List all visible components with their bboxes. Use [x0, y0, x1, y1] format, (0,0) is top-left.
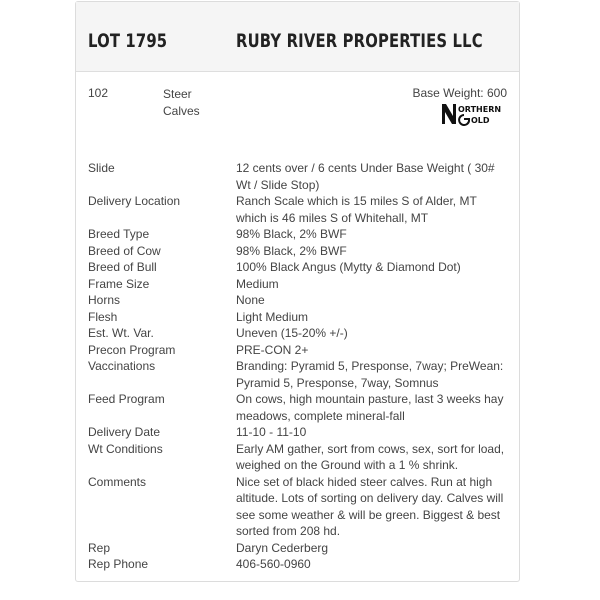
detail-row — [76, 424, 519, 441]
card-header — [76, 2, 519, 72]
detail-value: 12 cents over / 6 cents Under Base Weight ( 30# Wt / Slide Stop) — [236, 161, 495, 192]
detail-row — [76, 556, 519, 573]
svg-text:ORTHERN: ORTHERN — [458, 105, 502, 114]
detail-value: Light Medium — [236, 309, 309, 324]
sex-line-2: Calves — [163, 104, 200, 118]
svg-text:OLD: OLD — [471, 116, 490, 125]
detail-row — [76, 292, 519, 309]
detail-row — [76, 193, 519, 226]
detail-row — [76, 391, 519, 424]
detail-row — [76, 441, 519, 474]
lot-number: LOT 1795 — [88, 30, 168, 52]
detail-row — [76, 325, 519, 342]
detail-label: Delivery Location — [88, 194, 181, 208]
northern-gold-logo — [440, 102, 510, 126]
detail-value: Ranch Scale which is 15 miles S of Alder, MT which is 46 miles S of Whitehall, MT — [236, 194, 477, 225]
detail-label: Breed Type — [88, 227, 150, 241]
detail-label: Vaccinations — [88, 359, 156, 373]
detail-value: 11-10 - 11-10 — [236, 425, 307, 439]
detail-row — [76, 358, 519, 391]
base-weight: Base Weight: 600 — [412, 86, 507, 100]
detail-label: Frame Size — [88, 276, 150, 291]
detail-value: Uneven (15-20% +/-) — [236, 326, 348, 340]
detail-row — [76, 160, 519, 193]
detail-label: Rep — [88, 540, 111, 555]
detail-row — [76, 309, 519, 326]
detail-value: PRE-CON 2+ — [236, 342, 309, 357]
detail-label: Wt Conditions — [88, 441, 163, 456]
detail-label: Flesh — [88, 309, 118, 324]
detail-value: Daryn Cederberg — [236, 540, 329, 555]
detail-value: Early AM gather, sort from cows, sex, sort for load, weighed on the Ground with a 1 % shrink. — [236, 441, 505, 472]
detail-value: Nice set of black hided steer calves. Run at high altitude. Lots of sorting on delivery day. Calves will see some weather & will be green. Biggest & best sorted from 208 hd. — [236, 474, 504, 538]
sex-line-1: Steer — [163, 87, 192, 101]
detail-label: Comments — [88, 474, 147, 489]
detail-row — [76, 474, 519, 540]
head-count: 102 — [88, 86, 109, 100]
detail-row — [76, 540, 519, 557]
detail-value: Medium — [236, 276, 279, 291]
detail-label: Rep Phone — [88, 557, 149, 571]
detail-value: 98% Black, 2% BWF — [236, 227, 347, 241]
detail-value: 406-560-0960 — [236, 557, 311, 571]
detail-label: Est. Wt. Var. — [88, 326, 154, 340]
detail-label: Feed Program — [88, 392, 165, 406]
detail-row — [76, 259, 519, 276]
detail-row — [76, 276, 519, 293]
detail-value: Branding: Pyramid 5, Presponse, 7way; PreWean: Pyramid 5, Presponse, 7way, Somnus — [236, 359, 504, 390]
detail-label: Breed of Cow — [88, 243, 161, 258]
detail-label: Breed of Bull — [88, 260, 157, 274]
detail-label: Delivery Date — [88, 425, 161, 439]
detail-label: Horns — [88, 293, 121, 307]
lot-card — [75, 1, 520, 582]
seller-name: RUBY RIVER PROPERTIES LLC — [236, 30, 483, 52]
cattle-sex — [163, 86, 223, 120]
detail-row — [76, 243, 519, 260]
detail-value: None — [236, 293, 265, 307]
detail-row — [76, 226, 519, 243]
detail-label: Precon Program — [88, 342, 176, 357]
detail-value: 98% Black, 2% BWF — [236, 243, 347, 258]
lot-details — [76, 160, 519, 573]
detail-value: 100% Black Angus (Mytty & Diamond Dot) — [236, 260, 461, 274]
detail-label: Slide — [88, 161, 115, 175]
detail-value: On cows, high mountain pasture, last 3 weeks hay meadows, complete mineral-fall — [236, 392, 504, 423]
detail-row — [76, 342, 519, 359]
